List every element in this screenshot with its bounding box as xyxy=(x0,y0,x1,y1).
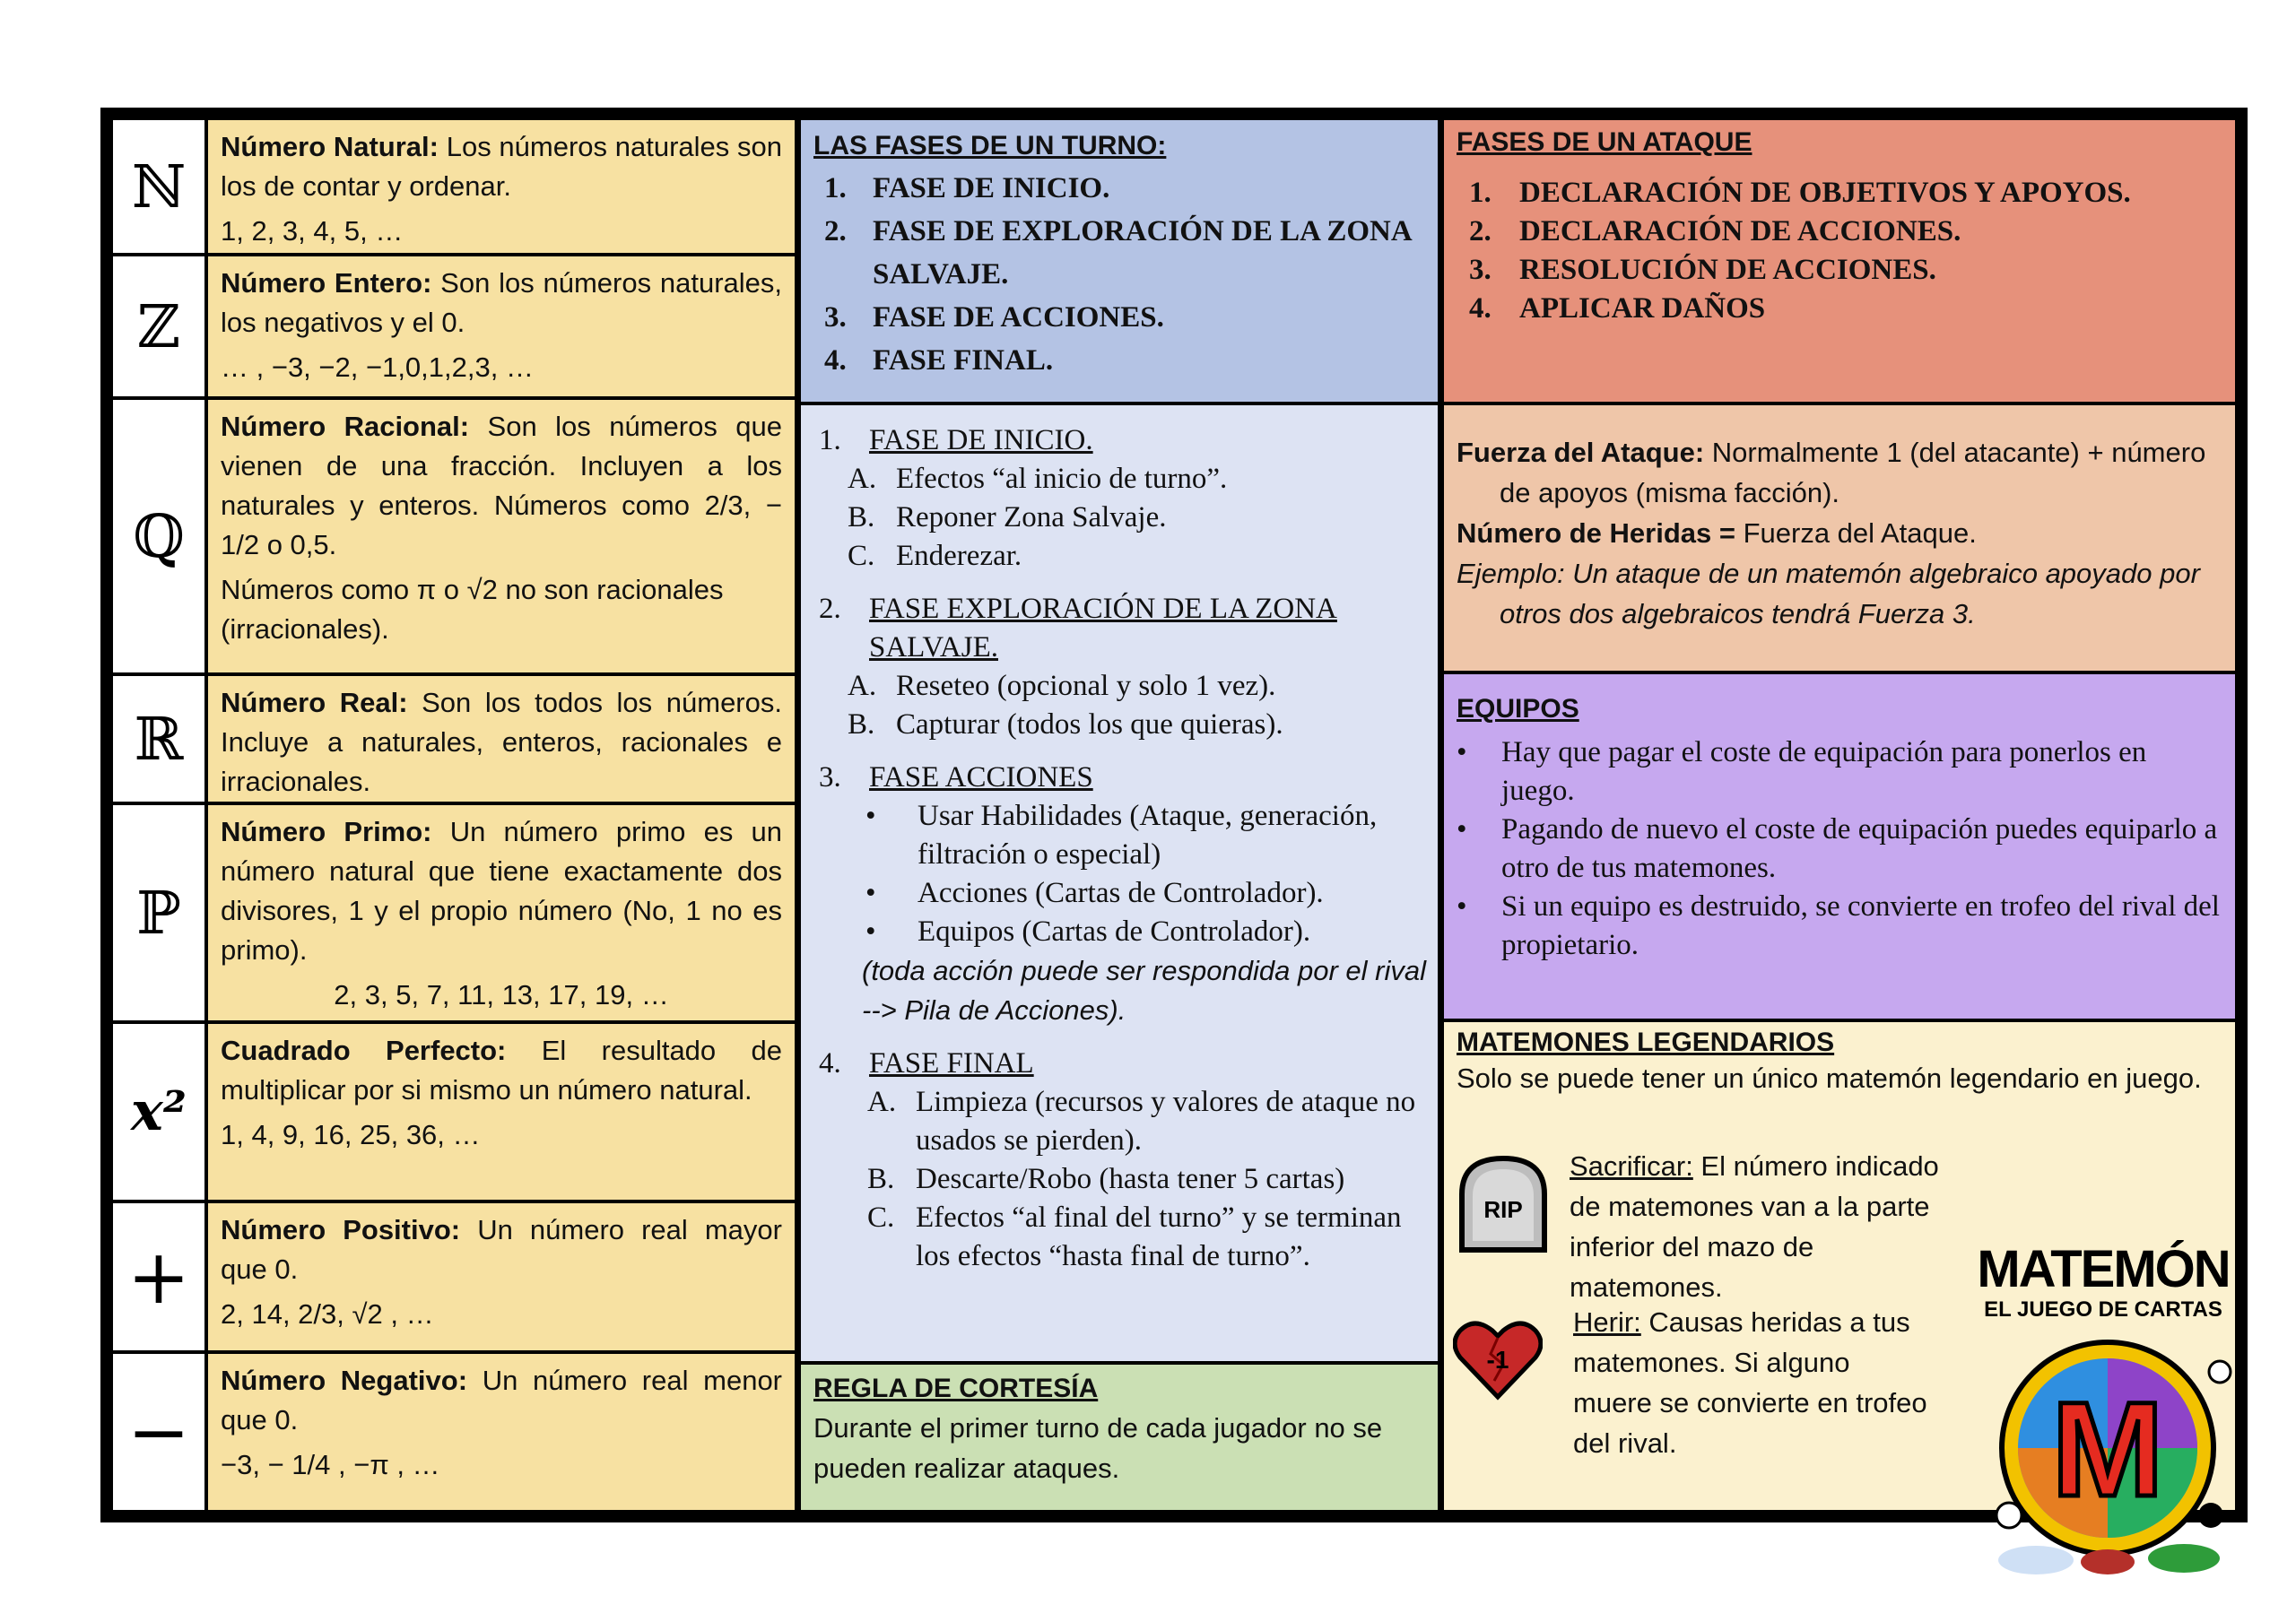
rational-definition xyxy=(208,400,795,672)
rational-example-fractions: 2/3, − 1/2 o 0,5. xyxy=(221,490,782,560)
natural-text: Los números naturales son los de contar y ordenar. xyxy=(221,131,782,202)
square-text: El resultado de multiplicar por si mismo un número natural. xyxy=(221,1035,782,1106)
turn-phases-list xyxy=(813,167,1425,382)
legendary-title: MATEMONES LEGENDARIOS xyxy=(1457,1028,1835,1057)
courtesy-text: Durante el primer turno de cada jugador no se pueden realizar ataques. xyxy=(813,1412,1383,1484)
integer-text: Son los números naturales, los negativos y el 0. xyxy=(221,267,782,338)
phase-1-heading: 1. FASE DE INICIO. xyxy=(819,424,1093,456)
attack-force-line: Fuerza del Ataque: Normalmente 1 (del atacante) + número de apoyos (misma facción). xyxy=(1457,437,2206,508)
positive-example: 2, 14, 2/3, √2 , … xyxy=(221,1298,434,1330)
turn-phase-item: 3. FASE DE ACCIONES. xyxy=(824,301,1164,334)
reference-card xyxy=(100,108,2248,1522)
integer-example: … , −3, −2, −1,0,1,2,3, … xyxy=(221,351,534,383)
logo-title: MATEMÓN xyxy=(1977,1240,2230,1298)
heart-text: -1 xyxy=(1486,1346,1509,1374)
phase-1-sub: A. Efectos “al inicio de turno”. xyxy=(848,463,1228,495)
wound-text: Herir: Causas heridas a tus matemones. Si alguno muere se convierte en trofeo del rival. xyxy=(1573,1306,1927,1459)
attack-phase-item: 4. APLICAR DAÑOS xyxy=(1469,292,1766,325)
number-sets-column xyxy=(113,120,795,1510)
natural-example: 1, 2, 3, 4, 5, … xyxy=(221,215,404,247)
real-definition xyxy=(208,676,795,802)
set-row-rational xyxy=(113,400,795,672)
positive-definition xyxy=(208,1203,795,1350)
attack-phase-item: 1. DECLARACIÓN DE OBJETIVOS Y APOYOS. xyxy=(1469,177,2131,209)
set-row-natural xyxy=(113,120,795,253)
turn-phases-panel xyxy=(801,120,1438,402)
turn-phase-item: 4. FASE FINAL. xyxy=(824,344,1054,377)
phase-2-sub: A. Reseteo (opcional y solo 1 vez). xyxy=(848,670,1276,702)
phase-2-heading: 2. FASE EXPLORACIÓN DE LA ZONA SALVAJE. xyxy=(819,593,1337,664)
negative-term: Número Negativo: xyxy=(221,1365,468,1396)
square-symbol: x² xyxy=(113,1024,204,1200)
real-symbol: ℝ xyxy=(113,676,204,802)
courtesy-panel xyxy=(801,1365,1438,1510)
plus-symbol: + xyxy=(113,1203,204,1350)
phase-4-sub: C. Efectos “al final del turno” y se terminan los efectos “hasta final de turno”. xyxy=(867,1201,1402,1272)
attack-phases-panel xyxy=(1444,120,2235,402)
rational-term: Número Racional: xyxy=(221,411,470,442)
logo-letter: M xyxy=(2051,1374,2164,1524)
minus-symbol: − xyxy=(113,1354,204,1510)
real-text: Son los todos los números. Incluye a naturales, enteros, racionales e irracionales. xyxy=(221,687,782,797)
attack-example: Ejemplo: Un ataque de un matemón algebraico apoyado por otros dos algebraicos tendrá Fuerza 3. xyxy=(1457,558,2200,629)
phase-details-panel xyxy=(801,405,1438,1361)
prime-symbol: ℙ xyxy=(113,805,204,1020)
equipment-item: • Si un equipo es destruido, se convierte en trofeo del rival del propietario. xyxy=(1457,890,2220,961)
attack-phases-list xyxy=(1457,174,2222,328)
set-row-real xyxy=(113,676,795,802)
integer-symbol: ℤ xyxy=(113,256,204,396)
positive-text: Un número real mayor que 0. xyxy=(221,1214,782,1285)
equipment-item: • Hay que pagar el coste de equipación para ponerlos en juego. xyxy=(1457,736,2147,807)
set-row-integer xyxy=(113,256,795,396)
sacrifice-text: Sacrificar: El número indicado de matemones van a la parte inferior del mazo de matemones. xyxy=(1570,1150,1939,1303)
rip-text: RIP xyxy=(1483,1196,1523,1223)
phase-3-bullet: • Acciones (Cartas de Controlador). xyxy=(865,877,1324,909)
turn-phases-title: LAS FASES DE UN TURNO: xyxy=(813,131,1167,160)
set-row-prime xyxy=(113,805,795,1020)
set-row-positive xyxy=(113,1203,795,1350)
prime-text: Un número primo es un número natural que tiene exactamente dos divisores, 1 y el propio número (No, 1 no es primo). xyxy=(221,816,782,966)
phase-3-bullet: • Usar Habilidades (Ataque, generación, filtración o especial) xyxy=(865,800,1378,871)
phase-3-bullet: • Equipos (Cartas de Controlador). xyxy=(865,915,1311,948)
phase-3-note: (toda acción puede ser respondida por el rival --> Pila de Acciones). xyxy=(862,955,1426,1026)
natural-definition xyxy=(208,120,795,253)
square-example: 1, 4, 9, 16, 25, 36, … xyxy=(221,1119,481,1150)
equipment-item: • Pagando de nuevo el coste de equipación puedes equiparlo a otro de tus matemones. xyxy=(1457,813,2218,884)
turn-column xyxy=(801,120,1438,1510)
rational-text: Son los números que vienen de una fracción. Incluyen a los naturales y enteros. Números como xyxy=(221,411,782,521)
attack-force-panel xyxy=(1444,405,2235,671)
phase-3-heading: 3. FASE ACCIONES xyxy=(819,761,1093,794)
square-term: Cuadrado Perfecto: xyxy=(221,1035,507,1066)
rational-note: Números como π o √2 no son racionales (irracionales). xyxy=(221,574,724,645)
prime-example: 2, 3, 5, 7, 11, 13, 17, 19, … xyxy=(334,979,669,1010)
natural-symbol: ℕ xyxy=(113,120,204,253)
integer-definition xyxy=(208,256,795,396)
equipment-panel xyxy=(1444,674,2235,1019)
prime-definition xyxy=(208,805,795,1020)
attack-phase-item: 3. RESOLUCIÓN DE ACCIONES. xyxy=(1469,254,1936,286)
square-definition xyxy=(208,1024,795,1200)
set-row-square xyxy=(113,1024,795,1200)
wounds-line: Número de Heridas = Fuerza del Ataque. xyxy=(1457,517,1977,549)
negative-example: −3, − 1/4 , −π , … xyxy=(221,1449,440,1480)
integer-term: Número Entero: xyxy=(221,267,432,299)
prime-term: Número Primo: xyxy=(221,816,432,847)
phase-1-sub: C. Enderezar. xyxy=(848,540,1022,572)
equipment-list xyxy=(1457,733,2222,965)
logo-subtitle: EL JUEGO DE CARTAS xyxy=(1984,1297,2222,1322)
logo-emblem xyxy=(1982,1336,2233,1578)
attack-phases-title: FASES DE UN ATAQUE xyxy=(1457,127,1752,157)
tombstone-icon xyxy=(1453,1151,1553,1253)
phase-4-sub: B. Descarte/Robo (hasta tener 5 cartas) xyxy=(867,1163,1345,1195)
turn-phase-item: 1. FASE DE INICIO. xyxy=(824,172,1110,204)
real-term: Número Real: xyxy=(221,687,408,718)
positive-term: Número Positivo: xyxy=(221,1214,461,1245)
phase-1-sub: B. Reponer Zona Salvaje. xyxy=(848,501,1167,533)
phase-4-sub: A. Limpieza (recursos y valores de ataque no usados se pierden). xyxy=(867,1086,1416,1157)
phase-4-heading: 4. FASE FINAL xyxy=(819,1047,1034,1080)
phase-2-sub: B. Capturar (todos los que quieras). xyxy=(848,708,1283,741)
courtesy-title: REGLA DE CORTESÍA xyxy=(813,1374,1099,1403)
matemon-logo xyxy=(1955,1242,2251,1583)
turn-phase-item: 2. FASE DE EXPLORACIÓN DE LA ZONA SALVAJE. xyxy=(824,215,1411,291)
legendary-text: Solo se puede tener un único matemón legendario en juego. xyxy=(1457,1063,2202,1094)
negative-text: Un número real menor que 0. xyxy=(221,1365,783,1436)
negative-definition xyxy=(208,1354,795,1510)
equipment-title: EQUIPOS xyxy=(1457,694,1579,724)
set-row-negative xyxy=(113,1354,795,1510)
natural-term: Número Natural: xyxy=(221,131,439,162)
attack-phase-item: 2. DECLARACIÓN DE ACCIONES. xyxy=(1469,215,1961,247)
broken-heart-icon xyxy=(1453,1318,1543,1402)
rational-symbol: ℚ xyxy=(113,400,204,672)
